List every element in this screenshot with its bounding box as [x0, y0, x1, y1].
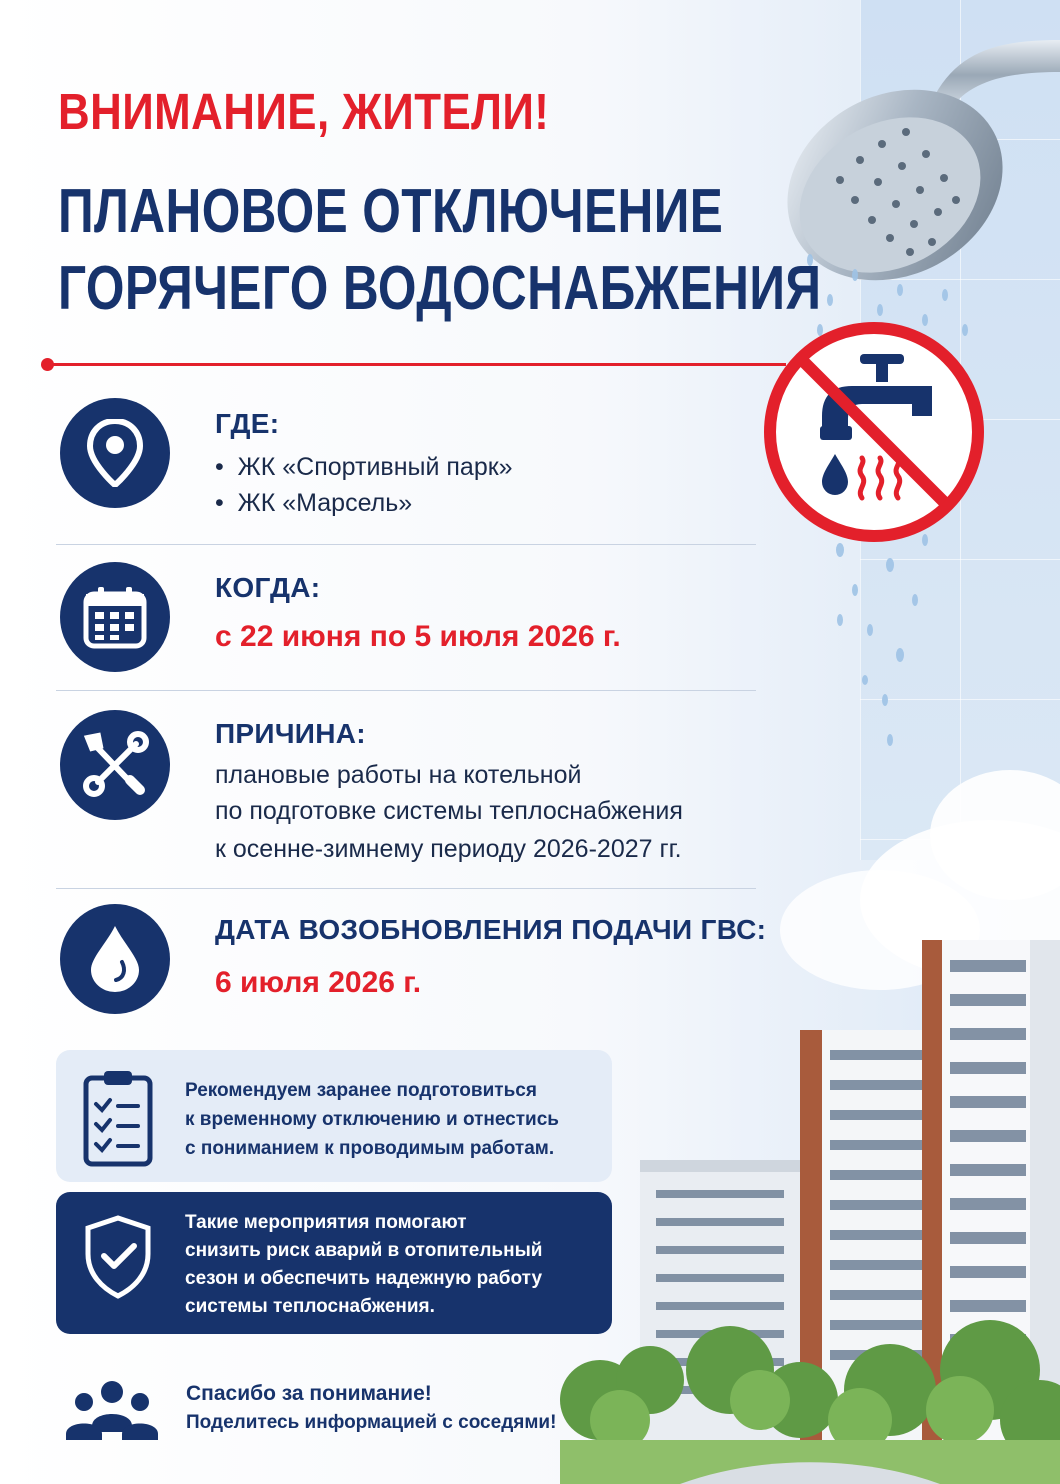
recommend-line: к временному отключению и отнестись: [185, 1109, 559, 1130]
no-hot-water-icon: [762, 320, 986, 544]
share-text: Поделитесь информацией с соседями!: [186, 1412, 557, 1433]
title-line-1: ПЛАНОВОЕ ОТКЛЮЧЕНИЕ: [58, 177, 724, 246]
reason-label: ПРИЧИНА:: [215, 718, 366, 749]
benefit-line: Такие мероприятия помогают: [185, 1212, 467, 1233]
resume-value: 6 июля 2026 г.: [215, 966, 422, 999]
reason-line: плановые работы на котельной: [215, 761, 582, 789]
separator: [56, 888, 756, 889]
tools-icon: [60, 710, 170, 820]
shield-check-icon: [82, 1214, 154, 1300]
reason-line: по подготовке системы теплоснабжения: [215, 797, 683, 825]
benefit-line: снизить риск аварий в отопительный: [185, 1240, 543, 1261]
separator: [56, 690, 756, 691]
when-label: КОГДА:: [215, 572, 321, 603]
water-drop-icon: [60, 904, 170, 1014]
where-item: • ЖК «Марсель»: [215, 489, 413, 517]
where-item: • ЖК «Спортивный парк»: [215, 453, 513, 481]
checklist-clipboard-icon: [80, 1068, 156, 1168]
reason-line: к осенне-зимнему периоду 2026-2027 гг.: [215, 835, 682, 863]
where-label: ГДЕ:: [215, 408, 280, 439]
residential-buildings-illustration: [560, 900, 1060, 1484]
thanks-text: Спасибо за понимание!: [186, 1382, 432, 1405]
separator: [56, 544, 756, 545]
benefit-line: системы теплоснабжения.: [185, 1296, 435, 1317]
location-pin-icon: [60, 398, 170, 508]
when-value: с 22 июня по 5 июля 2026 г.: [215, 620, 621, 653]
benefit-line: сезон и обеспечить надежную работу: [185, 1268, 543, 1289]
divider-dot: [41, 358, 54, 371]
divider-line: [46, 363, 786, 366]
alert-heading: ВНИМАНИЕ, ЖИТЕЛИ!: [58, 83, 550, 140]
resume-label: ДАТА ВОЗОБНОВЛЕНИЯ ПОДАЧИ ГВС:: [215, 914, 767, 945]
calendar-icon: [60, 562, 170, 672]
title-line-2: ГОРЯЧЕГО ВОДОСНАБЖЕНИЯ: [58, 254, 822, 323]
recommend-line: с пониманием к проводимым работам.: [185, 1138, 555, 1159]
people-group-icon: [64, 1380, 160, 1442]
recommend-line: Рекомендуем заранее подготовиться: [185, 1080, 537, 1101]
